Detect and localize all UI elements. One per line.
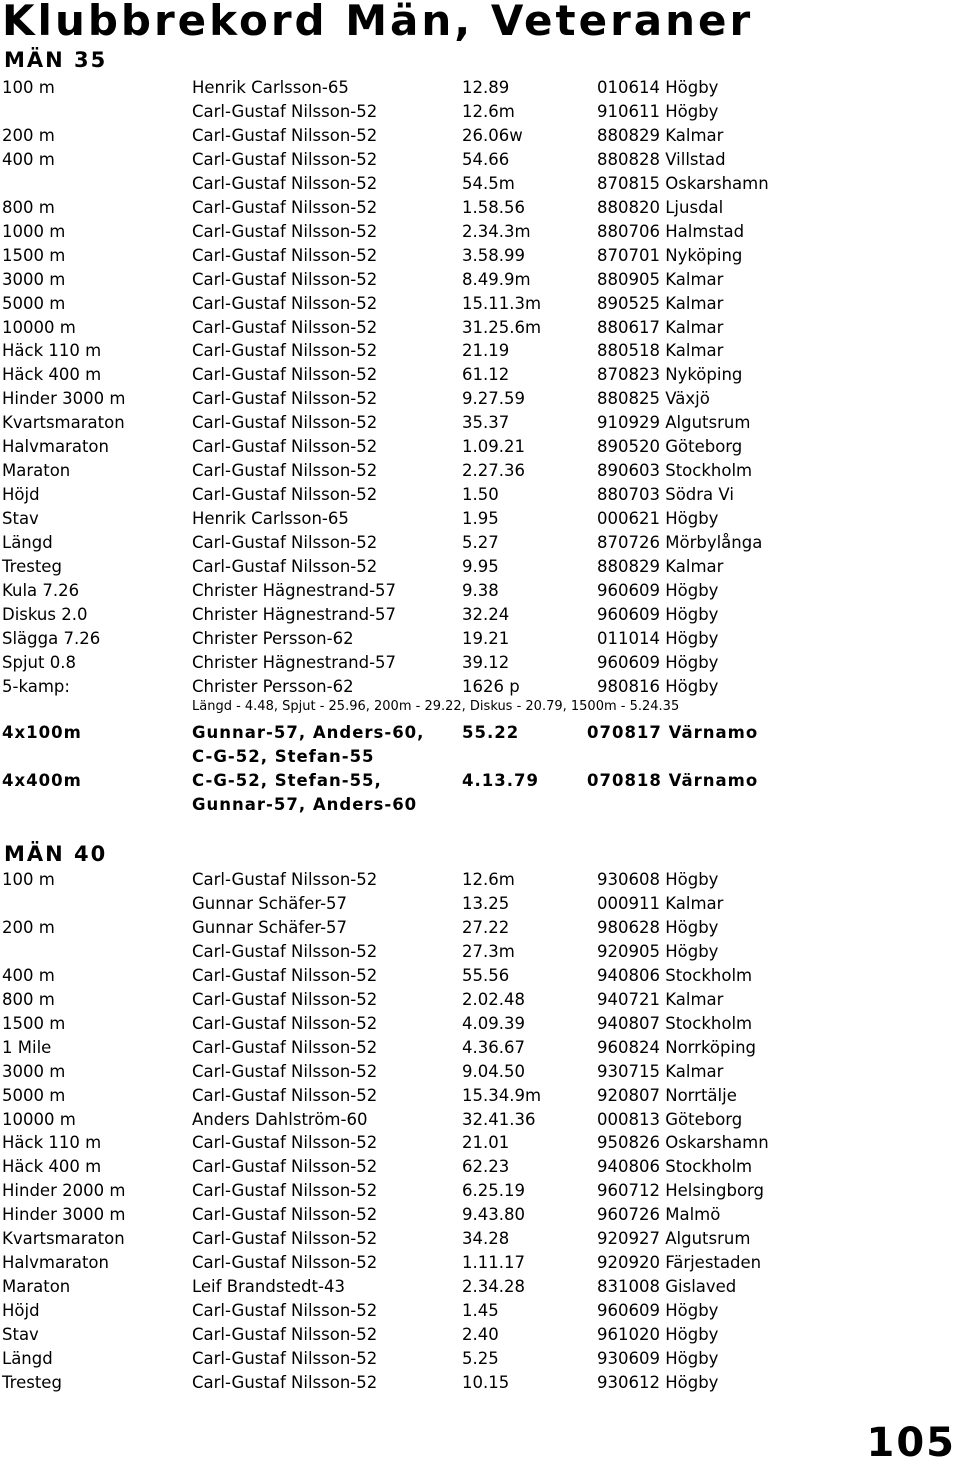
event-cell: Hinder 3000 m: [2, 389, 126, 408]
athlete-cell: Carl-Gustaf Nilsson-52: [192, 533, 378, 552]
event-cell: Maraton: [2, 461, 71, 480]
athlete-cell: Carl-Gustaf Nilsson-52: [192, 150, 378, 169]
record-row: [0, 268, 960, 292]
athlete-cell: Carl-Gustaf Nilsson-52: [192, 246, 378, 265]
event-cell: 400 m: [2, 966, 55, 985]
date-place-cell: 880829 Kalmar: [597, 557, 724, 576]
date-place-cell: 940806 Stockholm: [597, 1157, 753, 1176]
page-number: 105: [866, 1420, 956, 1466]
result-cell: 35.37: [462, 413, 510, 432]
event-cell: 100 m: [2, 870, 55, 889]
date-place-cell: 960712 Helsingborg: [597, 1181, 765, 1200]
record-row: [0, 769, 960, 793]
athlete-cell: Carl-Gustaf Nilsson-52: [192, 413, 378, 432]
athlete-cell: Carl-Gustaf Nilsson-52: [192, 1325, 378, 1344]
date-place-cell: 831008 Gislaved: [597, 1277, 737, 1296]
athlete-cell: Carl-Gustaf Nilsson-52: [192, 102, 378, 121]
event-cell: 100 m: [2, 78, 55, 97]
date-place-cell: 960609 Högby: [597, 1301, 719, 1320]
athlete-cell: Carl-Gustaf Nilsson-52: [192, 1133, 378, 1152]
record-row: [0, 868, 960, 892]
event-cell: Kvartsmaraton: [2, 1229, 125, 1248]
date-place-cell: 961020 Högby: [597, 1325, 719, 1344]
date-place-cell: 930612 Högby: [597, 1373, 719, 1392]
result-cell: 5.27: [462, 533, 499, 552]
athlete-cell: Carl-Gustaf Nilsson-52: [192, 485, 378, 504]
athlete-cell: Carl-Gustaf Nilsson-52: [192, 1038, 378, 1057]
athlete-cell: Anders Dahlström-60: [192, 1110, 368, 1129]
result-cell: 15.34.9m: [462, 1086, 542, 1105]
athlete-cell: Carl-Gustaf Nilsson-52: [192, 126, 378, 145]
result-cell: 26.06w: [462, 126, 523, 145]
date-place-cell: 960609 Högby: [597, 605, 719, 624]
result-cell: 3.58.99: [462, 246, 525, 265]
event-cell: 1500 m: [2, 246, 66, 265]
date-place-cell: 000911 Kalmar: [597, 894, 724, 913]
result-cell: 5.25: [462, 1349, 499, 1368]
athlete-cell: Gunnar-57, Anders-60,: [192, 723, 425, 742]
record-row: [0, 1275, 960, 1299]
athlete-cell: Carl-Gustaf Nilsson-52: [192, 270, 378, 289]
date-place-cell: 950826 Oskarshamn: [597, 1133, 769, 1152]
event-cell: 10000 m: [2, 1110, 76, 1129]
result-cell: 34.28: [462, 1229, 510, 1248]
record-row: [0, 1036, 960, 1060]
athlete-cell: Carl-Gustaf Nilsson-52: [192, 1253, 378, 1272]
page-title: Klubbrekord Män, Veteraner: [2, 0, 754, 45]
date-place-cell: 910929 Algutsrum: [597, 413, 751, 432]
result-cell: 32.24: [462, 605, 510, 624]
event-cell: 1500 m: [2, 1014, 66, 1033]
result-cell: 27.22: [462, 918, 510, 937]
date-place-cell: 960726 Malmö: [597, 1205, 721, 1224]
record-row: [0, 459, 960, 483]
athlete-cell: Carl-Gustaf Nilsson-52: [192, 365, 378, 384]
record-row: [0, 964, 960, 988]
record-row: [0, 1371, 960, 1395]
date-place-cell: 940806 Stockholm: [597, 966, 753, 985]
record-row: [0, 892, 960, 916]
athlete-cell: Carl-Gustaf Nilsson-52: [192, 870, 378, 889]
result-cell: 1.11.17: [462, 1253, 525, 1272]
athlete-cell: Carl-Gustaf Nilsson-52: [192, 294, 378, 313]
athlete-cell: Carl-Gustaf Nilsson-52: [192, 557, 378, 576]
athlete-cell: Carl-Gustaf Nilsson-52: [192, 1014, 378, 1033]
date-place-cell: 870726 Mörbylånga: [597, 533, 763, 552]
date-place-cell: 880703 Södra Vi: [597, 485, 734, 504]
date-place-cell: 070818 Värnamo: [587, 771, 759, 790]
record-row: [0, 220, 960, 244]
athlete-cell: Carl-Gustaf Nilsson-52: [192, 1205, 378, 1224]
event-cell: Hinder 3000 m: [2, 1205, 126, 1224]
athlete-cell: Henrik Carlsson-65: [192, 509, 349, 528]
athlete-cell: Carl-Gustaf Nilsson-52: [192, 389, 378, 408]
record-row: [0, 1012, 960, 1036]
date-place-cell: 930715 Kalmar: [597, 1062, 724, 1081]
athlete-cell: Christer Hägnestrand-57: [192, 653, 397, 672]
event-cell: Tresteg: [2, 557, 62, 576]
record-row: [0, 940, 960, 964]
result-cell: 2.34.3m: [462, 222, 531, 241]
result-cell: 9.43.80: [462, 1205, 525, 1224]
event-cell: Stav: [2, 1325, 39, 1344]
result-cell: 2.02.48: [462, 990, 525, 1009]
event-cell: Tresteg: [2, 1373, 62, 1392]
record-row: [0, 627, 960, 651]
event-cell: 200 m: [2, 918, 55, 937]
athlete-cell: Carl-Gustaf Nilsson-52: [192, 1229, 378, 1248]
result-cell: 15.11.3m: [462, 294, 542, 313]
pentathlon-breakdown-note: Längd - 4.48, Spjut - 25.96, 200m - 29.22, Diskus - 20.79, 1500m - 5.24.35: [192, 699, 680, 714]
record-row: [0, 651, 960, 675]
event-cell: Diskus 2.0: [2, 605, 88, 624]
result-cell: 12.6m: [462, 870, 515, 889]
event-cell: Halvmaraton: [2, 437, 109, 456]
date-place-cell: 880518 Kalmar: [597, 341, 724, 360]
date-place-cell: 960609 Högby: [597, 653, 719, 672]
record-row: [0, 916, 960, 940]
athlete-cell: Leif Brandstedt-43: [192, 1277, 345, 1296]
record-row: [0, 1299, 960, 1323]
record-row: [0, 1227, 960, 1251]
event-cell: Längd: [2, 1349, 53, 1368]
athlete-cell: Christer Hägnestrand-57: [192, 581, 397, 600]
event-cell: Höjd: [2, 1301, 40, 1320]
result-cell: 21.01: [462, 1133, 510, 1152]
athlete-cell: Carl-Gustaf Nilsson-52: [192, 1301, 378, 1320]
record-row: [0, 148, 960, 172]
record-row: [0, 721, 960, 745]
result-cell: 54.5m: [462, 174, 515, 193]
result-cell: 2.27.36: [462, 461, 525, 480]
date-place-cell: 940807 Stockholm: [597, 1014, 753, 1033]
date-place-cell: 920905 Högby: [597, 942, 719, 961]
result-cell: 1626 p: [462, 677, 520, 696]
athlete-cell: Carl-Gustaf Nilsson-52: [192, 1349, 378, 1368]
date-place-cell: 980628 Högby: [597, 918, 719, 937]
date-place-cell: 890603 Stockholm: [597, 461, 753, 480]
result-cell: 1.95: [462, 509, 499, 528]
date-place-cell: 910611 Högby: [597, 102, 719, 121]
result-cell: 9.38: [462, 581, 499, 600]
athlete-cell: C-G-52, Stefan-55,: [192, 771, 382, 790]
athlete-cell: Christer Persson-62: [192, 629, 354, 648]
athlete-cell: Carl-Gustaf Nilsson-52: [192, 461, 378, 480]
event-cell: Häck 400 m: [2, 365, 102, 384]
date-place-cell: 960609 Högby: [597, 581, 719, 600]
result-cell: 19.21: [462, 629, 510, 648]
date-place-cell: 920927 Algutsrum: [597, 1229, 751, 1248]
event-cell: 5000 m: [2, 1086, 66, 1105]
section-heading-men-35: MÄN 35: [4, 48, 108, 72]
event-cell: 400 m: [2, 150, 55, 169]
event-cell: Stav: [2, 509, 39, 528]
athlete-cell: Carl-Gustaf Nilsson-52: [192, 437, 378, 456]
event-cell: Halvmaraton: [2, 1253, 109, 1272]
athlete-cell: C-G-52, Stefan-55: [192, 747, 375, 766]
athlete-cell: Carl-Gustaf Nilsson-52: [192, 942, 378, 961]
section-heading-men-40: MÄN 40: [4, 842, 108, 866]
result-cell: 62.23: [462, 1157, 510, 1176]
date-place-cell: 890525 Kalmar: [597, 294, 724, 313]
event-cell: Kvartsmaraton: [2, 413, 125, 432]
date-place-cell: 000621 Högby: [597, 509, 719, 528]
result-cell: 1.09.21: [462, 437, 525, 456]
date-place-cell: 870701 Nyköping: [597, 246, 743, 265]
date-place-cell: 880829 Kalmar: [597, 126, 724, 145]
athlete-cell: Carl-Gustaf Nilsson-52: [192, 1062, 378, 1081]
record-row: [0, 1179, 960, 1203]
event-cell: 4x400m: [2, 771, 82, 790]
result-cell: 8.49.9m: [462, 270, 531, 289]
athlete-cell: Christer Persson-62: [192, 677, 354, 696]
event-cell: 4x100m: [2, 723, 82, 742]
record-row: [0, 507, 960, 531]
event-cell: Häck 110 m: [2, 341, 102, 360]
result-cell: 1.45: [462, 1301, 499, 1320]
athlete-cell: Carl-Gustaf Nilsson-52: [192, 198, 378, 217]
date-place-cell: 940721 Kalmar: [597, 990, 724, 1009]
event-cell: 1 Mile: [2, 1038, 52, 1057]
event-cell: 10000 m: [2, 318, 76, 337]
date-place-cell: 880825 Växjö: [597, 389, 710, 408]
athlete-cell: Carl-Gustaf Nilsson-52: [192, 174, 378, 193]
record-row: [0, 579, 960, 603]
athlete-cell: Carl-Gustaf Nilsson-52: [192, 222, 378, 241]
date-place-cell: 880617 Kalmar: [597, 318, 724, 337]
record-row-continuation: [0, 745, 960, 769]
athlete-cell: Carl-Gustaf Nilsson-52: [192, 966, 378, 985]
athlete-cell: Gunnar Schäfer-57: [192, 918, 348, 937]
event-cell: Höjd: [2, 485, 40, 504]
event-cell: Slägga 7.26: [2, 629, 101, 648]
result-cell: 32.41.36: [462, 1110, 536, 1129]
event-cell: Häck 400 m: [2, 1157, 102, 1176]
athlete-cell: Carl-Gustaf Nilsson-52: [192, 1086, 378, 1105]
event-cell: Längd: [2, 533, 53, 552]
record-row: [0, 988, 960, 1012]
record-row: [0, 483, 960, 507]
date-place-cell: 920807 Norrtälje: [597, 1086, 737, 1105]
record-row: [0, 1084, 960, 1108]
record-row: [0, 531, 960, 555]
athlete-cell: Carl-Gustaf Nilsson-52: [192, 1181, 378, 1200]
event-cell: 800 m: [2, 990, 55, 1009]
date-place-cell: 930609 Högby: [597, 1349, 719, 1368]
result-cell: 27.3m: [462, 942, 515, 961]
date-place-cell: 880905 Kalmar: [597, 270, 724, 289]
record-row: [0, 1108, 960, 1132]
record-row: [0, 172, 960, 196]
athlete-cell: Gunnar Schäfer-57: [192, 894, 348, 913]
record-row: [0, 292, 960, 316]
record-row: [0, 244, 960, 268]
athlete-cell: Gunnar-57, Anders-60: [192, 795, 418, 814]
date-place-cell: 011014 Högby: [597, 629, 719, 648]
result-cell: 9.95: [462, 557, 499, 576]
record-row: [0, 675, 960, 699]
date-place-cell: 070817 Värnamo: [587, 723, 759, 742]
date-place-cell: 870823 Nyköping: [597, 365, 743, 384]
record-row: [0, 1155, 960, 1179]
result-cell: 1.58.56: [462, 198, 525, 217]
date-place-cell: 960824 Norrköping: [597, 1038, 756, 1057]
event-cell: Hinder 2000 m: [2, 1181, 126, 1200]
result-cell: 55.22: [462, 723, 520, 742]
result-cell: 9.04.50: [462, 1062, 525, 1081]
result-cell: 61.12: [462, 365, 510, 384]
result-cell: 4.09.39: [462, 1014, 525, 1033]
event-cell: 5-kamp:: [2, 677, 70, 696]
athlete-cell: Carl-Gustaf Nilsson-52: [192, 318, 378, 337]
record-row: [0, 100, 960, 124]
event-cell: 5000 m: [2, 294, 66, 313]
date-place-cell: 880820 Ljusdal: [597, 198, 724, 217]
record-row: [0, 316, 960, 340]
record-row: [0, 435, 960, 459]
date-place-cell: 920920 Färjestaden: [597, 1253, 762, 1272]
event-cell: Spjut 0.8: [2, 653, 76, 672]
athlete-cell: Carl-Gustaf Nilsson-52: [192, 1373, 378, 1392]
record-row: [0, 1131, 960, 1155]
athlete-cell: Carl-Gustaf Nilsson-52: [192, 990, 378, 1009]
athlete-cell: Carl-Gustaf Nilsson-52: [192, 341, 378, 360]
result-cell: 2.34.28: [462, 1277, 525, 1296]
record-row: [0, 76, 960, 100]
record-row: [0, 1251, 960, 1275]
result-cell: 39.12: [462, 653, 510, 672]
record-row: [0, 555, 960, 579]
event-cell: 1000 m: [2, 222, 66, 241]
date-place-cell: 880706 Halmstad: [597, 222, 745, 241]
record-row-continuation: [0, 793, 960, 817]
date-place-cell: 930608 Högby: [597, 870, 719, 889]
record-row: [0, 387, 960, 411]
result-cell: 10.15: [462, 1373, 510, 1392]
record-row: [0, 124, 960, 148]
record-row: [0, 339, 960, 363]
result-cell: 6.25.19: [462, 1181, 525, 1200]
record-row: [0, 1203, 960, 1227]
date-place-cell: 890520 Göteborg: [597, 437, 743, 456]
date-place-cell: 870815 Oskarshamn: [597, 174, 769, 193]
event-cell: 3000 m: [2, 1062, 66, 1081]
date-place-cell: 980816 Högby: [597, 677, 719, 696]
result-cell: 4.36.67: [462, 1038, 525, 1057]
athlete-cell: Carl-Gustaf Nilsson-52: [192, 1157, 378, 1176]
result-cell: 21.19: [462, 341, 510, 360]
athlete-cell: Henrik Carlsson-65: [192, 78, 349, 97]
record-row: [0, 1060, 960, 1084]
result-cell: 9.27.59: [462, 389, 525, 408]
record-row: [0, 411, 960, 435]
record-row: [0, 1323, 960, 1347]
event-cell: 3000 m: [2, 270, 66, 289]
date-place-cell: 000813 Göteborg: [597, 1110, 743, 1129]
event-cell: 200 m: [2, 126, 55, 145]
record-row: [0, 1347, 960, 1371]
result-cell: 1.50: [462, 485, 499, 504]
result-cell: 12.6m: [462, 102, 515, 121]
record-row: [0, 196, 960, 220]
record-row: [0, 603, 960, 627]
record-row: [0, 363, 960, 387]
result-cell: 31.25.6m: [462, 318, 542, 337]
result-cell: 54.66: [462, 150, 510, 169]
result-cell: 12.89: [462, 78, 510, 97]
date-place-cell: 010614 Högby: [597, 78, 719, 97]
athlete-cell: Christer Hägnestrand-57: [192, 605, 397, 624]
event-cell: Maraton: [2, 1277, 71, 1296]
event-cell: Kula 7.26: [2, 581, 80, 600]
result-cell: 2.40: [462, 1325, 499, 1344]
event-cell: 800 m: [2, 198, 55, 217]
date-place-cell: 880828 Villstad: [597, 150, 726, 169]
result-cell: 4.13.79: [462, 771, 539, 790]
result-cell: 55.56: [462, 966, 510, 985]
result-cell: 13.25: [462, 894, 510, 913]
event-cell: Häck 110 m: [2, 1133, 102, 1152]
